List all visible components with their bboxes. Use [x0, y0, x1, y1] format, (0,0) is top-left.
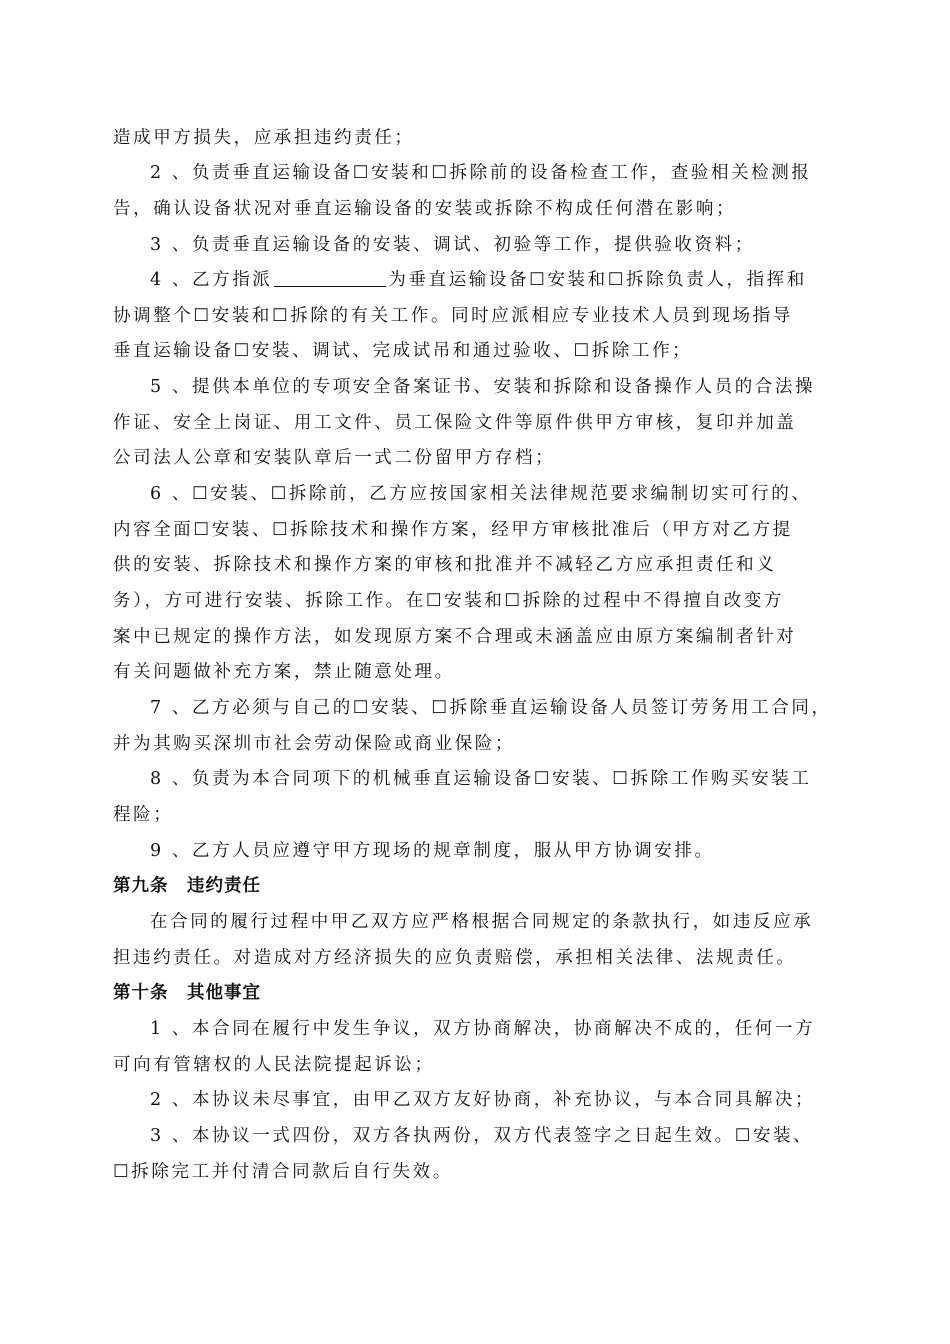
paragraph-line: 供的安装、拆除技术和操作方案的审核和批准并不减轻乙方应承担责任和义 — [113, 555, 777, 575]
paragraph-line: 内容全面☐安装、☐拆除技术和操作方案，经甲方审核批准后（甲方对乙方提 — [113, 520, 793, 540]
section-heading: 第九条 违约责任 — [113, 876, 261, 896]
paragraph-line: 并为其购买深圳市社会劳动保险或商业保险； — [113, 734, 515, 754]
paragraph-line: 务），方可进行安装、拆除工作。在☐安装和☐拆除的过程中不得擅自改变方 — [113, 591, 785, 611]
paragraph-line: 7 、乙方必须与自己的☐安装、☐拆除垂直运输设备人员签订劳务用工合同， — [150, 698, 832, 718]
fill-in-blank — [274, 268, 386, 287]
clause-4-prefix: 4 、乙方指派 — [150, 270, 273, 290]
paragraph-line: 案中已规定的操作方法，如发现原方案不合理或未涵盖应由原方案编制者针对 — [113, 627, 797, 647]
paragraph-line: 3 、本协议一式四份，双方各执两份，双方代表签字之日起生效。☐安装、 — [150, 1126, 814, 1146]
paragraph-line: 担违约责任。对造成对方经济损失的应负责赔偿，承担相关法律、法规责任。 — [113, 948, 797, 968]
paragraph-line: 5 、提供本单位的专项安全备案证书、安装和拆除和设备操作人员的合法操 — [150, 377, 816, 397]
section-heading: 第十条 其他事宜 — [113, 983, 261, 1003]
paragraph-line: ☐拆除完工并付清合同款后自行失效。 — [113, 1162, 453, 1182]
paragraph-line: 2 、负责垂直运输设备☐安装和☐拆除前的设备检查工作，查验相关检测报 — [150, 163, 812, 183]
paragraph-line: 在合同的履行过程中甲乙双方应严格根据合同规定的条款执行，如违反应承 — [150, 912, 814, 932]
paragraph-line: 程险； — [113, 805, 174, 825]
paragraph-line: 可向有管辖权的人民法院提起诉讼； — [113, 1055, 435, 1075]
paragraph-line: 9 、乙方人员应遵守甲方现场的规章制度，服从甲方协调安排。 — [150, 841, 715, 861]
paragraph-line: 6 、☐安装、☐拆除前，乙方应按国家相关法律规范要求编制切实可行的、 — [150, 484, 812, 504]
paragraph-line: 告，确认设备状况对垂直运输设备的安装或拆除不构成任何潜在影响； — [113, 199, 737, 219]
paragraph-line: 垂直运输设备☐安装、调试、完成试吊和通过验收、☐拆除工作； — [113, 341, 693, 361]
paragraph-line: 3 、负责垂直运输设备的安装、调试、初验等工作，提供验收资料； — [150, 235, 755, 255]
paragraph-line: 公司法人公章和安装队章后一式二份留甲方存档； — [113, 448, 556, 468]
paragraph-line: 2 、本协议未尽事宜，由甲乙双方友好协商，补充协议，与本合同具解决； — [150, 1090, 816, 1110]
paragraph-line: 协调整个☐安装和☐拆除的有关工作。同时应派相应专业技术人员到现场指导 — [113, 306, 793, 326]
paragraph-line: 有关问题做补充方案，禁止随意处理。 — [113, 662, 455, 682]
paragraph-line-with-blank — [150, 268, 880, 292]
paragraph-line: 造成甲方损失，应承担违约责任； — [113, 128, 415, 148]
paragraph-line: 1 、本合同在履行中发生争议，双方协商解决，协商解决不成的，任何一方 — [150, 1019, 816, 1039]
paragraph-line: 作证、安全上岗证、用工文件、员工保险文件等原件供甲方审核，复印并加盖 — [113, 413, 797, 433]
clause-4-suffix: 为垂直运输设备☐安装和☐拆除负责人，指挥和 — [388, 270, 807, 290]
paragraph-line: 8 、负责为本合同项下的机械垂直运输设备☐安装、☐拆除工作购买安装工 — [150, 769, 812, 789]
